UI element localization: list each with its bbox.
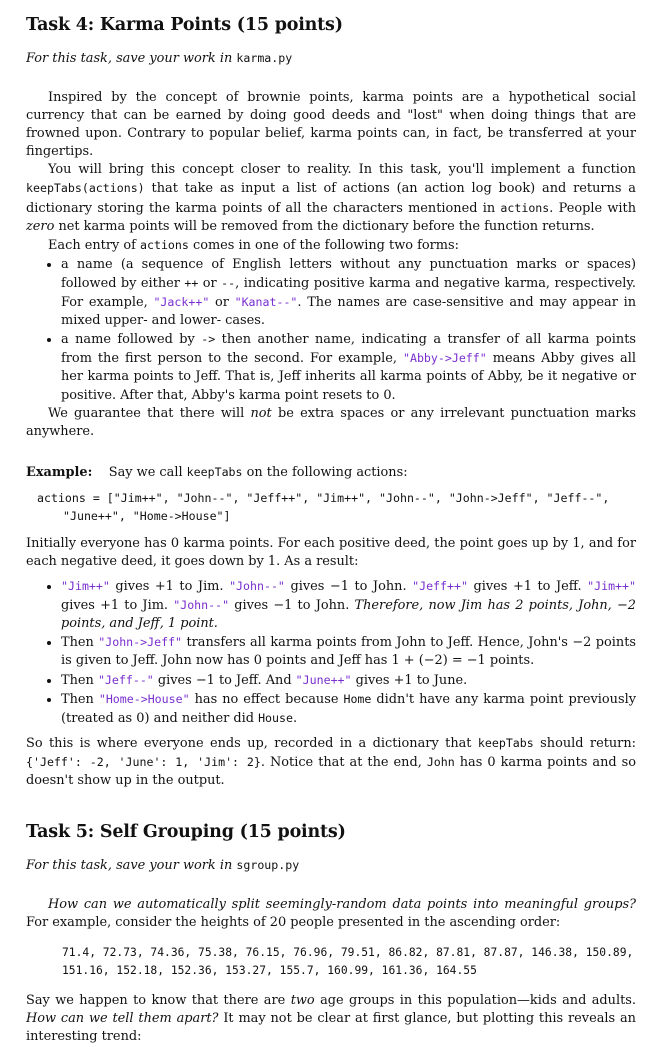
task5-intro: How can we automatically split seemingly-random data points into meaningful groups? For example, consider the heights of 20 people presented in the ascending order: [26,897,636,931]
code-line: actions = ["Jim++", "John--", "Jeff++", "Jim++", "John--", "John->Jeff", "Jeff--", [37,490,610,505]
task4-paragraph-2: You will bring this concept closer to reality. In this task, you'll implement a function keepTabs(actions) that take as input a list of actions (an action log book) and returns a dictionary storing the karma points of all the characters mentioned in actions. People with zero net karma points will be removed from the dictionary before the function returns. [26,162,637,234]
code-line: "June++", "Home->House"] [63,508,231,523]
list-item: • Then "Jeff--" gives −1 to Jeff. And "June++" gives +1 to June. [61,671,636,690]
list-item: • a name followed by -> then another name, indicating a transfer of all karma points from the first person to the second. For example, "Abby->Jeff" means Abby gives all her karma points to Jeff. That is, Jeff inherits all karma points of Abby, be it negative or positive. After that, Abby's karma point resets to 0. [61,330,636,404]
task5-closing: Say we happen to know that there are two age groups in this population—kids and adults. How can we tell them apart? It may not be clear at first glance, but plotting this reveals an interesting trend: [26,993,636,1045]
list-item: • Then "John->Jeff" transfers all karma points from John to Jeff. Hence, John's −2 points is given to Jeff. John now has 0 points and Jeff has 1 + (−2) = −1 points. [61,633,636,670]
heights-data-block: 71.4, 72.73, 74.36, 75.38, 76.15, 76.96, 79.51, 86.82, 87.81, 87.87, 146.38, 150.89, 151.16, 152.18, 152.36, 153.27, 155.7, 160.99, 161.36, 164.55 [62,946,634,978]
task4-save-note: For this task, save your work in karma.py [26,51,293,66]
list-item: • a name (a sequence of English letters without any punctuation marks or spaces) followed by either ++ or --, indicating positive karma and negative karma, respectively. For example, "Jack++" or "Kanat--". The names are case-sensitive and may appear in mixed upper- and lower- cases. [61,256,636,330]
example-heading: Example: Say we call keepTabs on the following actions: [26,464,408,480]
task4-title: Task 4: Karma Points (15 points) [26,15,343,35]
summary-paragraph: So this is where everyone ends up, recorded in a dictionary that keepTabs should return: {'Jeff': -2, 'June': 1, 'Jim': 2}. Notice that at the end, John has 0 karma points and so doesn't show up in the output. [26,735,637,788]
example-code-block [37,489,636,525]
task4-filename: karma.py [236,51,293,65]
task4-guarantee: We guarantee that there will not be extra spaces or any irrelevant punctuation marks anywhere. [26,405,636,439]
list-item: • Then "Home->House" has no effect because Home didn't have any karma point previously (treated as 0) and neither did House. [61,690,636,728]
task5-title: Task 5: Self Grouping (15 points) [26,822,346,843]
result-list [26,577,636,728]
task4-paragraph-3: Each entry of actions comes in one of the following two forms: [48,237,459,253]
initial-paragraph: Initially everyone has 0 karma points. For each positive deed, the point goes up by 1, and for each negative deed, it goes down by 1. As a result: [26,535,636,569]
list-item: • "Jim++" gives +1 to Jim. "John--" gives −1 to John. "Jeff++" gives +1 to Jeff. "Jim++" gives +1 to Jim. "John--" gives −1 to John. Therefore, now Jim has 2 points, John, −2 points, and Jeff, 1 point. [61,577,636,633]
forms-list [26,256,636,405]
task5-filename: sgroup.py [236,858,300,873]
task4-intro: Inspired by the concept of brownie points, karma points are a hypothetical social currency that can be earned by doing good deeds and "lost" when doing things that are frowned upon. Contrary to popular belief, karma points can, in fact, be transferred at your fingertips. [26,90,636,160]
task5-save-note: For this task, save your work in sgroup.py [26,858,300,874]
